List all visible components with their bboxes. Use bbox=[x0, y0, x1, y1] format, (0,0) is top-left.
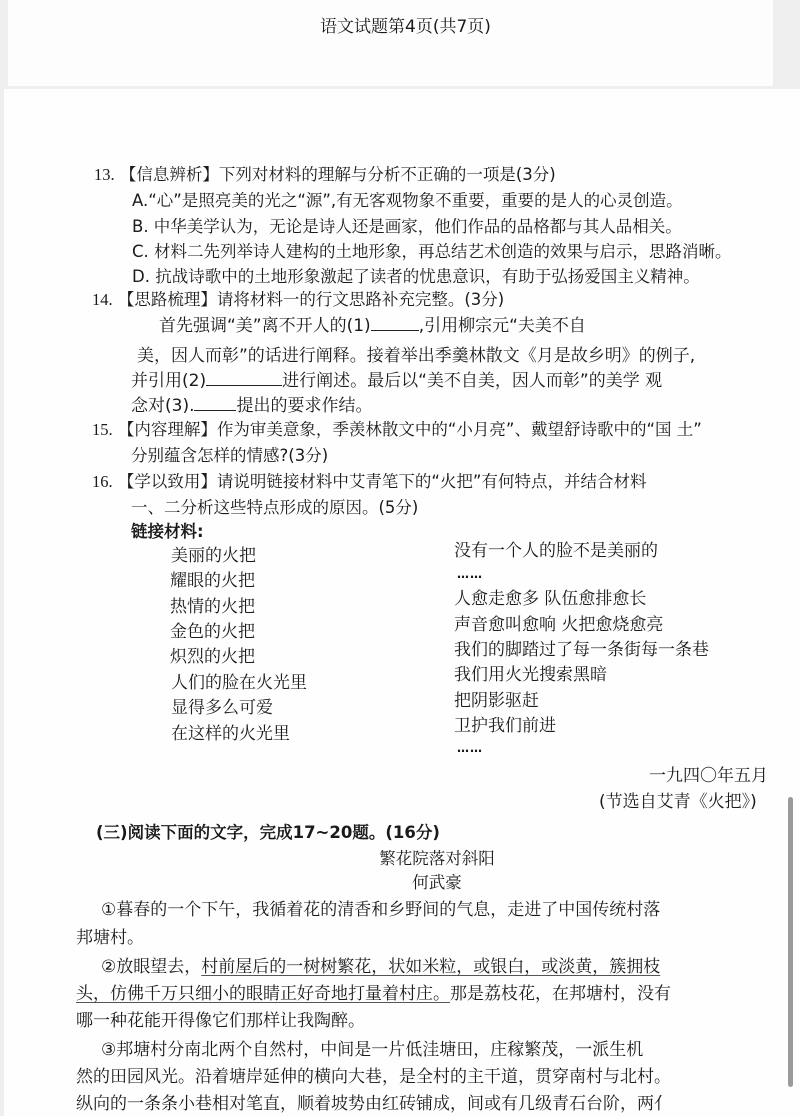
q16-stem-2: 一、二分析这些特点形成的原因。(5分) bbox=[131, 498, 419, 517]
q13-option-c: C. 材料二先列举诗人建构的土地形象，再总结艺术创造的效果与启示，思路消晰。 bbox=[132, 242, 732, 261]
q13-text: 【信息辨析】下列对材料的理解与分析不正确的一项是(3分) bbox=[119, 165, 556, 184]
poem-left-line: 金色的火把 bbox=[170, 622, 255, 642]
paragraph-3-line: 然的田园风光。沿着塘岸延伸的横向大巷，是全村的主干道，贯穿南村与北村。 bbox=[76, 1067, 671, 1087]
q13-option-d: D. 抗战诗歌中的土地形象激起了读者的忧患意识，有助于弘扬爱国主义精神。 bbox=[132, 267, 700, 286]
paragraph-2-line bbox=[76, 983, 671, 1005]
q14-line4 bbox=[131, 395, 372, 417]
q14-line1-b: ,引用柳宗元“夫美不自 bbox=[418, 316, 586, 336]
paragraph-1-line: ①暮春的一个下午，我循着花的清香和乡野间的气息，走进了中国传统村落 bbox=[101, 900, 661, 920]
paragraph-1-line: 邦塘村。 bbox=[76, 928, 144, 948]
poem-right-line: 我们的脚踏过了每一条街每一条巷 bbox=[454, 640, 709, 660]
blank-2[interactable] bbox=[206, 371, 282, 386]
q13-number: 13. bbox=[94, 165, 115, 184]
poem-right-line: 声音愈叫愈响 火把愈烧愈亮 bbox=[454, 615, 664, 635]
blank-3[interactable] bbox=[194, 396, 236, 411]
material-label: 链接材料: bbox=[131, 522, 204, 541]
section-heading: (三)阅读下面的文字，完成17~20题。(16分) bbox=[96, 823, 440, 842]
q16-stem bbox=[92, 471, 646, 493]
poem-left-line: 在这样的火光里 bbox=[171, 724, 290, 744]
paragraph-3-line: 纵向的一条条小巷相对笔直，顺着坡势由红砖铺成，间或有几级青石台阶，两亻 bbox=[76, 1094, 671, 1114]
poem-left-line: 炽烈的火把 bbox=[170, 647, 255, 667]
poem-date: 一九四〇年五月 bbox=[649, 766, 768, 786]
q16-number: 16. bbox=[92, 472, 113, 491]
current-page bbox=[4, 89, 800, 1116]
p2-text: ②放眼望去， bbox=[101, 957, 202, 977]
poem-right-line: 卫护我们前进 bbox=[454, 716, 556, 736]
previous-page bbox=[8, 0, 773, 86]
poem-left-line: 显得多么可爱 bbox=[171, 698, 273, 718]
poem-right-line: 没有一个人的脸不是美丽的 bbox=[454, 541, 658, 561]
q16-text: 【学以致用】请说明链接材料中艾青笔下的“火把”有何特点，并结合材料 bbox=[117, 472, 647, 491]
q15-text: 【内容理解】作为审美意象，季羡林散文中的“小月亮”、戴望舒诗歌中的“国 土” bbox=[117, 420, 702, 439]
q14-line1-a: 首先强调“美”离不开人的(1) bbox=[159, 316, 371, 336]
q13-option-b: B. 中华美学认为，无论是诗人还是画家，他们作品的品格都与其人品相关。 bbox=[132, 217, 682, 236]
ellipsis: …… bbox=[457, 741, 483, 755]
ellipsis: …… bbox=[457, 567, 483, 581]
q14-line3-a: 并引用(2) bbox=[131, 371, 207, 391]
paragraph-2-line bbox=[101, 956, 660, 978]
poem-left-line: 耀眼的火把 bbox=[170, 571, 255, 591]
poem-left-line: 热情的火把 bbox=[170, 597, 255, 617]
q14-text: 【思路梳理】请将材料一的行文思路补充完整。(3分) bbox=[117, 290, 505, 309]
q13-stem bbox=[94, 164, 556, 186]
underlined-text: 村前屋后的一树树繁花，状如米粒，或银白，或淡黄，簇拥枝 bbox=[201, 957, 661, 977]
poem-source: (节选自艾青《火把》) bbox=[599, 792, 757, 812]
q14-line4-a: 念对(3). bbox=[131, 396, 195, 416]
poem-right-line: 我们用火光搜索黑暗 bbox=[454, 665, 607, 685]
poem-right-line: 人愈走愈多 队伍愈排愈长 bbox=[454, 589, 647, 609]
q13-option-a: A.“心”是照亮美的光之“源”,有无客观物象不重要，重要的是人的心灵创造。 bbox=[132, 191, 683, 210]
p2-text: 那是荔枝花，在邦塘村，没有 bbox=[450, 984, 671, 1004]
poem-left-line: 人们的脸在火光里 bbox=[171, 673, 307, 693]
underlined-text: 头，仿佛千万只细小的眼睛正好奇地打量着村庄。 bbox=[76, 984, 450, 1004]
page-footer: 语文试题第4页(共7页) bbox=[320, 17, 491, 37]
article-title: 繁花院落对斜阳 bbox=[379, 849, 495, 868]
q15-number: 15. bbox=[92, 420, 113, 439]
poem-left-line: 美丽的火把 bbox=[171, 546, 256, 566]
q14-number: 14. bbox=[92, 290, 113, 309]
q14-line3 bbox=[131, 370, 662, 392]
blank-1[interactable] bbox=[371, 316, 419, 331]
q14-line2: 美，因人而彰”的话进行阐释。接着举出季羹林散文《月是故乡明》的例子, bbox=[137, 346, 696, 366]
article-author: 何武豪 bbox=[412, 873, 462, 892]
q15-stem bbox=[92, 419, 702, 441]
paragraph-3-line: ③邦塘村分南北两个自然村，中间是一片低洼塘田，庄稼繁茂，一派生机 bbox=[101, 1040, 644, 1060]
paragraph-2-line: 哪一种花能开得像它们那样让我陶醉。 bbox=[76, 1011, 365, 1031]
q14-line1 bbox=[159, 315, 586, 337]
q14-line4-b: 提出的要求作结。 bbox=[236, 396, 373, 416]
vertical-scrollbar[interactable] bbox=[788, 797, 793, 1087]
q15-stem-2: 分别蕴含怎样的情感?(3分) bbox=[131, 446, 329, 465]
q14-stem bbox=[92, 289, 504, 311]
q14-line3-b: 进行阐述。最后以“美不自美，因人而彰”的美学 观 bbox=[282, 371, 663, 391]
poem-right-line: 把阴影驱赶 bbox=[454, 691, 539, 711]
